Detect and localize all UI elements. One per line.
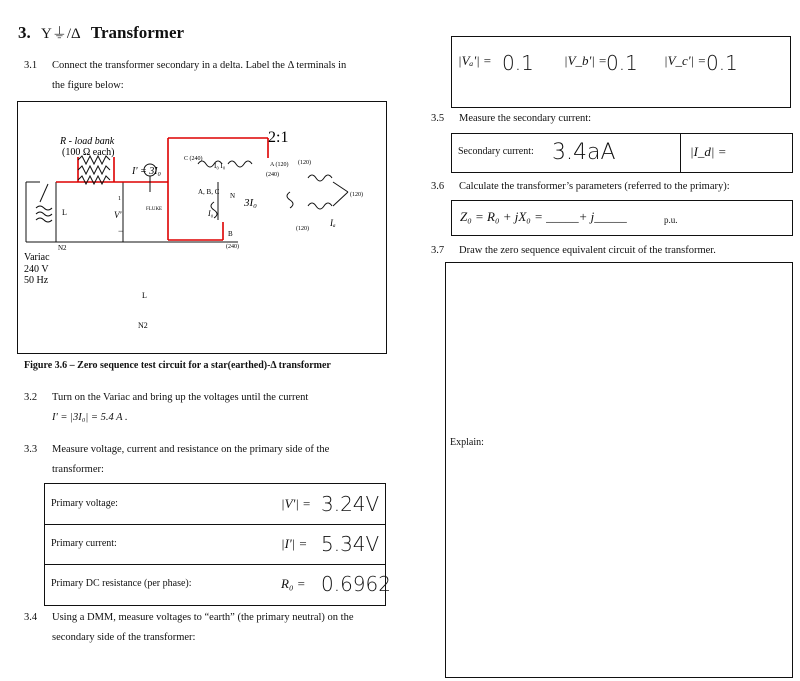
b-terminal-label: B — [228, 230, 233, 238]
step-number: 3.2 — [24, 392, 38, 403]
l-label: L — [62, 208, 67, 217]
step-text: Using a DMM, measure voltages to “earth” (the primary neutral) on the — [52, 612, 354, 623]
step-number: 3.7 — [431, 245, 445, 256]
i-prime-label: I' = 3I₀ — [132, 166, 162, 177]
n2-label: N2 — [58, 244, 67, 252]
star-delta-symbol: Y⏚/Δ — [41, 26, 81, 42]
step-number: 3.1 — [24, 60, 38, 71]
r-load-label: R - load bank — [60, 136, 115, 147]
b-240-label: (240) — [226, 244, 239, 250]
primary-voltage-value[interactable]: 3.24V — [321, 492, 380, 516]
step-text: transformer: — [52, 464, 104, 475]
i0-pair-label: I₀ I₀ — [214, 162, 226, 170]
table-row — [45, 524, 385, 565]
step-3-7 — [431, 241, 791, 261]
pu-unit: p.u. — [664, 215, 678, 225]
n-label: N — [230, 192, 236, 200]
delta-120-c: (120) — [296, 226, 309, 232]
vb-value[interactable]: 0.1 — [606, 51, 638, 75]
row-label: Primary current: — [51, 538, 117, 549]
step-number: 3.3 — [24, 444, 38, 455]
step-text: Turn on the Variac and bring up the voltages until the current — [52, 392, 309, 403]
step-number: 3.6 — [431, 181, 445, 192]
secondary-voltages-box — [451, 36, 791, 108]
row-symbol: |I'| = — [281, 536, 308, 551]
a-240-label: (240) — [266, 172, 279, 178]
step-number: 3.4 — [24, 612, 38, 623]
abc-label: A, B, C — [198, 188, 220, 196]
explain-label: Explain: — [450, 437, 484, 448]
load-resistors — [78, 156, 110, 184]
table-row — [45, 484, 385, 525]
secondary-current-box — [451, 133, 793, 173]
section-heading — [18, 22, 184, 43]
step-number: 3.5 — [431, 113, 445, 124]
step-3-5 — [431, 109, 791, 129]
one-label: 1 — [118, 196, 121, 202]
a-terminal-label: A (120) — [270, 162, 289, 168]
step-text: Connect the transformer secondary in a delta. Label the Δ terminals in — [52, 60, 347, 71]
l-label-2: L — [142, 291, 147, 300]
step-3-4 — [24, 608, 384, 648]
i0-label: I₀ — [208, 209, 214, 218]
ia-label: Iₐ — [330, 218, 336, 228]
n2-label-2: N2 — [138, 321, 148, 330]
vc-value[interactable]: 0.1 — [706, 51, 738, 75]
step-text: Measure the secondary current: — [459, 113, 592, 124]
secondary-current-label: Secondary current: — [458, 146, 534, 157]
row-label: Primary voltage: — [51, 498, 118, 509]
step-3-1 — [24, 56, 384, 96]
step-text: the figure below: — [52, 80, 124, 91]
variac-label: Variac — [24, 252, 50, 263]
primary-current-value[interactable]: 5.34V — [321, 532, 380, 556]
divider — [680, 134, 681, 172]
vc-symbol: |V_c'| = — [664, 53, 707, 68]
parameters-box — [451, 200, 793, 236]
variac-frequency: 50 Hz — [24, 275, 49, 286]
equivalent-circuit-box[interactable] — [445, 262, 793, 678]
c-terminal-label: C (240) — [184, 156, 203, 162]
step-text: secondary side of the transformer: — [52, 632, 196, 643]
step-text: Calculate the transformer’s parameters (referred to the primary): — [459, 181, 730, 192]
row-symbol: R₀ = — [281, 576, 306, 591]
delta-windings — [287, 175, 348, 209]
id-symbol[interactable]: |I_d| = — [690, 144, 727, 159]
delta-120-a: (120) — [298, 160, 311, 166]
row-label: Primary DC resistance (per phase): — [51, 578, 192, 589]
step-3-6 — [431, 177, 791, 197]
delta-120-b: (120) — [350, 192, 363, 198]
section-number: 3. — [18, 23, 31, 42]
row-symbol: |V'| = — [281, 496, 311, 511]
impedance-equation[interactable]: Z₀ = R₀ + jX₀ = _____+ j_____ — [460, 209, 627, 224]
turns-ratio: 2:1 — [268, 129, 289, 146]
r-each-label: (100 Ω each) — [62, 147, 115, 158]
variac-symbol — [26, 182, 56, 242]
va-symbol: |Vₐ'| = — [458, 53, 492, 68]
circuit-diagram — [18, 102, 386, 353]
step-text: Measure voltage, current and resistance on the primary side of the — [52, 444, 330, 455]
table-row — [45, 564, 391, 604]
figure-caption: Figure 3.6 – Zero sequence test circuit for a star(earthed)-Δ transformer — [24, 360, 331, 371]
primary-resistance-value[interactable]: 0.6962 — [321, 572, 391, 596]
circuit-figure — [17, 101, 387, 354]
current-equation: I' = |3I₀| = 5.4 A . — [52, 412, 128, 423]
section-title: Transformer — [90, 23, 185, 42]
vprime-label: V' — [114, 210, 122, 220]
va-value[interactable]: 0.1 — [502, 51, 534, 75]
three-i0-label: 3I₀ — [244, 197, 257, 209]
step-text: Draw the zero sequence equivalent circuit of the transformer. — [459, 245, 716, 256]
step-3-2 — [24, 388, 384, 428]
minus-label: − — [118, 226, 124, 236]
secondary-current-value[interactable]: 3.4aA — [552, 140, 616, 165]
step-3-3 — [24, 440, 384, 480]
fluke-label: FLUKE — [146, 207, 163, 212]
primary-measurements-table — [44, 483, 391, 606]
variac-voltage: 240 V — [24, 264, 49, 275]
vb-symbol: |V_b'| = — [564, 53, 607, 68]
